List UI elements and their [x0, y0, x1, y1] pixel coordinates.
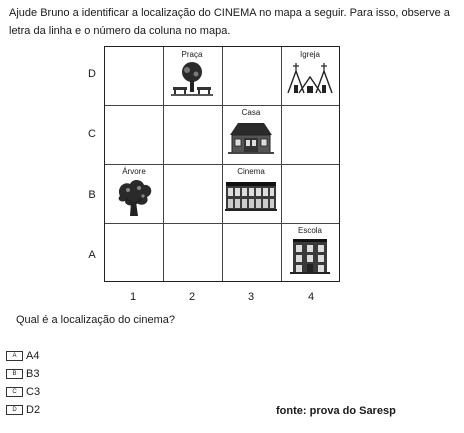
place-label-arvore: Árvore	[122, 167, 146, 176]
tree-icon	[114, 178, 154, 218]
place-label-casa: Casa	[241, 108, 261, 117]
option-letter-box: B	[6, 369, 23, 379]
map-place-casa	[222, 105, 280, 163]
option-text: A4	[26, 350, 40, 362]
map-grid	[104, 46, 340, 282]
place-label-praca: Praça	[181, 50, 203, 59]
row-label-b: B	[88, 189, 96, 201]
option-text: C3	[26, 386, 41, 398]
tree-on-benches-icon	[170, 61, 214, 97]
map-place-cinema	[222, 164, 280, 222]
row-label-a: A	[88, 249, 96, 261]
intro-text: Ajude Bruno a identificar a localização do CINEMA no mapa a seguir. Para isso, observe a letra da linha e o número da coluna no mapa.	[9, 7, 450, 37]
place-label-igreja: Igreja	[299, 50, 320, 59]
map-place-praca	[163, 47, 221, 105]
map-place-escola	[281, 223, 339, 281]
option-a[interactable]	[6, 350, 39, 362]
option-text: B3	[26, 368, 40, 380]
option-b[interactable]	[6, 368, 39, 380]
cinema-building-icon	[225, 178, 277, 212]
option-letter-box: D	[6, 405, 23, 415]
column-label-3: 3	[247, 291, 255, 303]
map-place-igreja	[281, 47, 339, 105]
church-icon	[287, 61, 333, 95]
option-text: D2	[26, 404, 41, 416]
column-label-4: 4	[307, 291, 315, 303]
column-label-2: 2	[188, 291, 196, 303]
option-letter-box: C	[6, 387, 23, 397]
place-label-cinema: Cinema	[237, 167, 265, 176]
column-label-1: 1	[129, 291, 137, 303]
option-c[interactable]	[6, 386, 40, 398]
place-label-escola: Escola	[297, 226, 322, 235]
question-text: Qual é a localização do cinema?	[16, 314, 175, 326]
option-d[interactable]	[6, 404, 40, 416]
row-label-c: C	[88, 128, 96, 140]
option-letter-box: A	[6, 351, 23, 361]
row-label-d: D	[88, 68, 96, 80]
house-icon	[228, 119, 274, 155]
map-place-arvore	[105, 164, 163, 222]
school-building-icon	[290, 237, 330, 275]
source-credit: fonte: prova do Saresp	[276, 405, 396, 417]
